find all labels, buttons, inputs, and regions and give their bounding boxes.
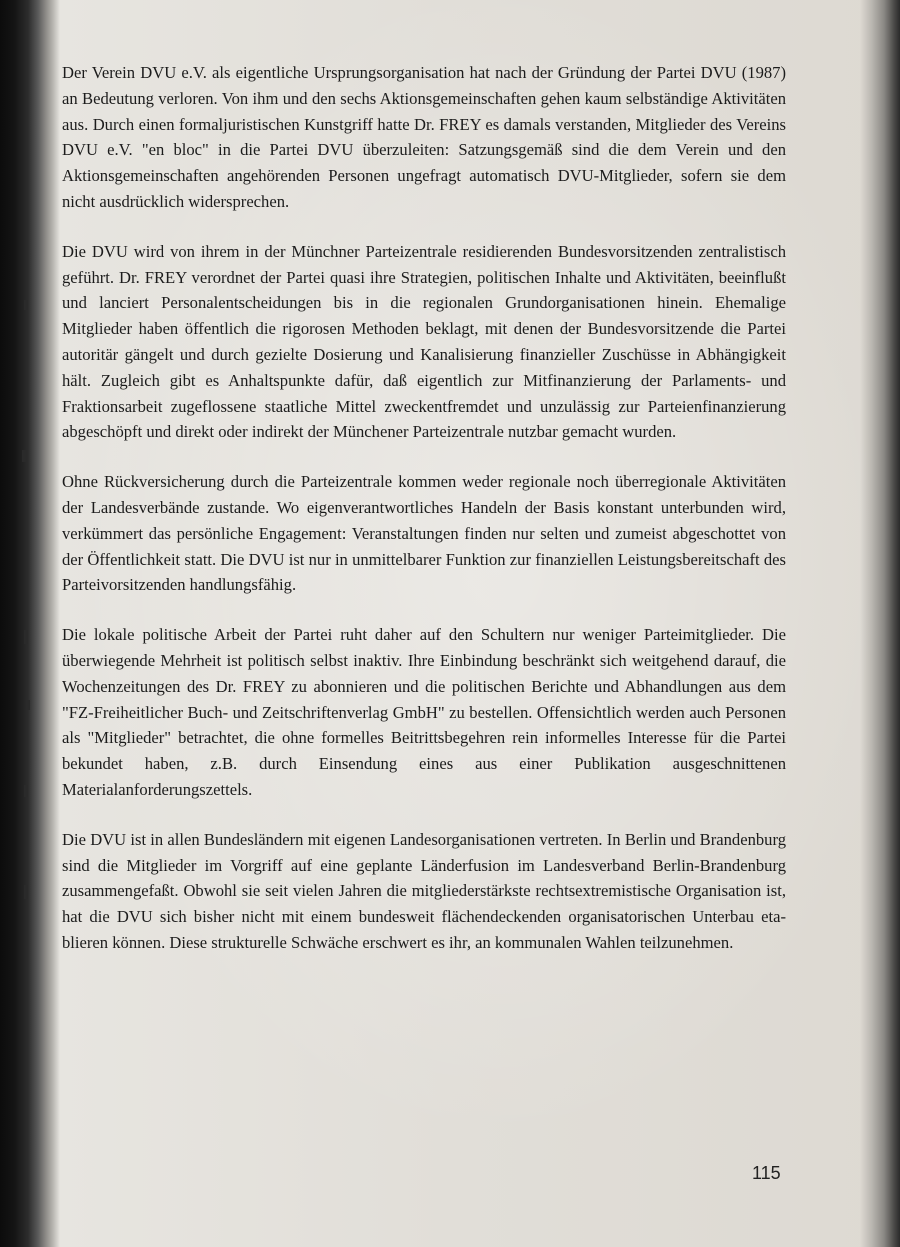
paragraph-mitglieder: Die lokale politische Arbeit der Partei ruht daher auf den Schultern nur weniger Parteimitglieder. Die überwiegende Mehrheit ist politisch selbst inaktiv. Ihre Einbindung beschränkt sich weitgehend darauf, die Wochenzeitungen des Dr. FREY zu abonnieren und die politischen Berichte und Abhandlungen aus dem "FZ-Freiheitlicher Buch- und Zeitschriftenverlag GmbH" zu bestellen. Offensichtlich werden auch Personen als "Mitglieder" betrachtet, die ohne formelles Beitrittsbegehren rein informelles Interesse für die Partei bekundet haben, z.B. durch Einsendung eines aus einer Publikation ausgeschnittenen Materialanforderungszettels. xyxy=(62,625,786,799)
body-text xyxy=(62,60,786,980)
page-number: 115 xyxy=(752,1163,781,1183)
paragraph-landesorganisationen: Die DVU ist in allen Bundesländern mit eigenen Landesorganisationen vertreten. In Berlin und Brandenburg sind die Mitglieder im Vorgriff auf eine geplante Länderfusion im Landesverband Berlin-Brandenburg zusammengefaßt. Obwohl sie seit vielen Jahren die mitgliederstärkste rechtsextremistische Organisation ist, hat die DVU sich bisher nicht mit einem bundesweit flächendeckenden organisatorischen Unterbau etablieren können. Diese strukturelle Schwäche erschwert es ihr, an kommunalen Wahlen teilzunehmen. xyxy=(62,829,786,952)
binding-shadow xyxy=(0,0,60,1247)
edge-mark xyxy=(22,450,26,462)
paragraph-fuehrung: Die DVU wird von ihrem in der Münchner Parteizentrale residierenden Bundesvorsitzenden zentralistisch geführt. Dr. FREY verordnet der Partei quasi ihre Strategien, politischen Inhalte und Aktivitäten, beeinflußt und lanciert Personalentscheidungen bis in die regionalen Grundorganisationen hinein. Ehemalige Mitglieder haben öffentlich die rigorosen Methoden beklagt, mit denen der Bundesvorsitzende die Partei autoritär gängelt und durch gezielte Dosierung und Kanalisierung finanzieller Zuschüsse in Abhängigkeit hält. Zugleich gibt es Anhaltspunkte dafür, daß eigentlich zur Mitfinanzierung der Parlaments- und Fraktionsarbeit zugeflossene staatliche Mittel zweckentfremdet und unzulässig zur Parteienfinanzierung abgeschöpft und direkt oder indirekt der Münchener Parteizentrale nutzbar gemacht wurden. xyxy=(62,241,786,442)
paragraph-aktivitaeten: Ohne Rückversicherung durch die Parteizentrale kommen weder regionale noch überregionale Aktivitäten der Landesverbände zustande. Wo eigenverantwortliches Handeln der Basis konstant unterbunden wird, verkümmert das persönliche Engagement: Veranstaltungen finden nur selten und zumeist abgeschottet von der Öffentlichkeit statt. Die DVU ist nur in unmittelbarer Funktion zur finanziellen Leistungsbereitschaft des Parteivorsitzenden handlungsfähig. xyxy=(62,472,786,595)
page-edge-shadow xyxy=(860,0,900,1247)
edge-mark xyxy=(24,300,28,310)
edge-mark xyxy=(24,885,28,899)
edge-mark xyxy=(26,700,30,710)
edge-mark xyxy=(24,630,28,644)
paragraph-ursprungsorganisation: Der Verein DVU e.V. als eigentliche Ursprungsorganisation hat nach der Gründung der Partei DVU (1987) an Bedeutung verloren. Von ihm und den sechs Aktionsgemeinschaften gehen kaum selbständige Aktivitäten aus. Durch einen formaljuristischen Kunstgriff hatte Dr. FREY es damals verstanden, Mitglieder des Vereins DVU e.V. "en bloc" in die Partei DVU überzuleiten: Satzungsgemäß sind die dem Verein und den Aktionsgemeinschaften angehörenden Personen ungefragt automatisch DVU-Mitglieder, sofern sie dem nicht ausdrücklich widersprechen. xyxy=(62,63,786,211)
edge-mark xyxy=(24,785,28,797)
